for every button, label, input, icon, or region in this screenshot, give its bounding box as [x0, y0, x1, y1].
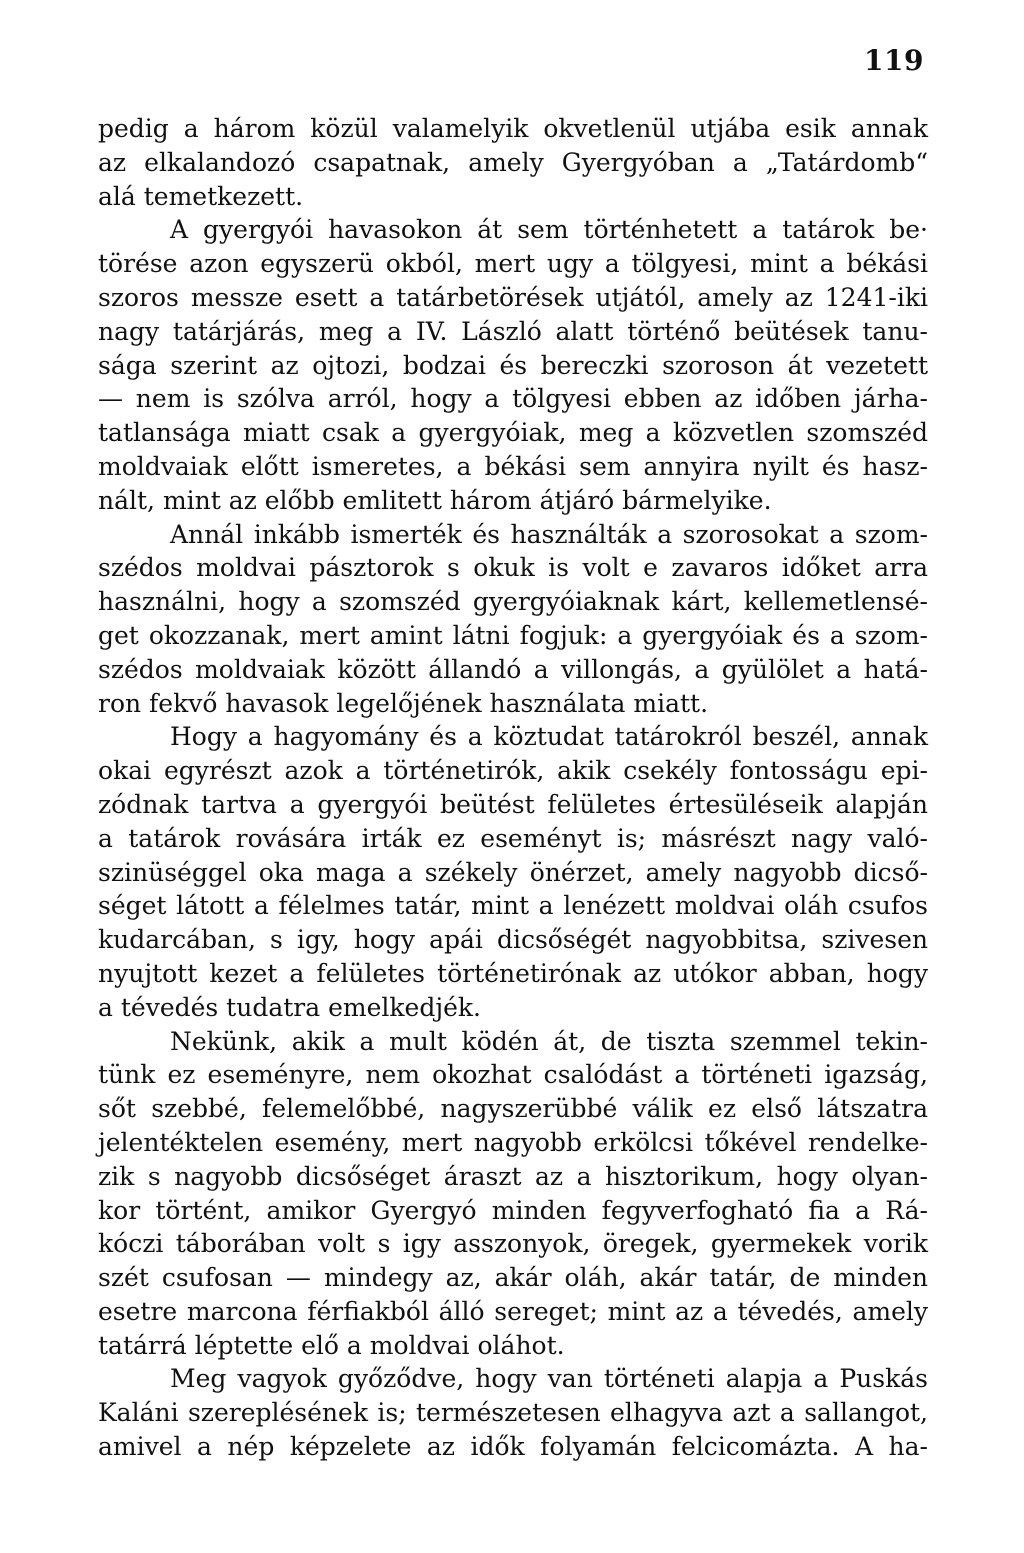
text-line: nált, mint az előbb emlitett három átjáró bármelyike. — [98, 485, 772, 515]
text-line: alá temetkezett. — [98, 181, 304, 211]
text-line: tatlansága miatt csak a gyergyóiak, meg a közvetlen szomszéd — [98, 418, 928, 448]
text-line: jelentéktelen esemény, mert nagyobb erkölcsi tőkével rendelke- — [98, 1127, 928, 1157]
text-line: tatárrá léptette elő a moldvai oláhot. — [98, 1330, 565, 1360]
body-text — [98, 112, 928, 1464]
text-line: szédos moldvai pásztorok s okuk is volt e zavaros időket arra — [98, 553, 928, 583]
page-number: 119 — [864, 44, 924, 77]
text-line: séget látott a félelmes tatár, mint a lenézett moldvai oláh csufos — [98, 891, 928, 921]
text-line: az elkalandozó csapatnak, amely Gyergyóban a „Tatárdomb“ — [98, 147, 928, 177]
text-line: okai egyrészt azok a történetirók, akik csekély fontosságu epi- — [98, 756, 928, 786]
text-line: — nem is szólva arról, hogy a tölgyesi ebben az időben járha- — [98, 384, 928, 414]
text-line: a tévedés tudatra emelkedjék. — [98, 992, 481, 1022]
text-line: get okozzanak, mert amint látni fogjuk: a gyergyóiak és a szom- — [98, 620, 928, 650]
text-line: szinüséggel oka maga a székely önérzet, amely nagyobb dicső- — [98, 857, 928, 887]
text-line: szét csufosan — mindegy az, akár oláh, akár tatár, de minden — [98, 1263, 928, 1293]
text-line: Meg vagyok győződve, hogy van történeti alapja a Puskás — [170, 1364, 928, 1394]
text-line: moldvaiak előtt ismeretes, a békási sem annyira nyilt és hasz- — [98, 451, 928, 481]
text-line: zódnak tartva a gyergyói beütést felületes értesüléseik alapján — [98, 789, 928, 819]
text-line: tünk ez eseményre, nem okozhat csalódást a történeti igazság, — [98, 1060, 928, 1090]
text-line: nagy tatárjárás, meg a IV. László alatt történő beütések tanu- — [98, 316, 928, 346]
text-line: pedig a három közül valamelyik okvetlenül utjába esik annak — [98, 114, 928, 143]
text-line: Hogy a hagyomány és a köztudat tatárokról beszél, annak — [170, 722, 928, 752]
text-line: a tatárok rovására irták ez eseményt is; másrészt nagy való- — [98, 823, 928, 853]
text-line: szédos moldvaiak között állandó a villongás, a gyülölet a hatá- — [98, 654, 928, 684]
text-line: kudarcában, s igy, hogy apái dicsőségét nagyobbitsa, szivesen — [98, 925, 928, 955]
text-line: Kaláni szereplésének is; természetesen elhagyva azt a sallangot, — [98, 1398, 928, 1428]
text-line: A gyergyói havasokon át sem történhetett a tatárok be· — [170, 215, 928, 245]
text-line: ron fekvő havasok legelőjének használata miatt. — [98, 688, 709, 718]
text-line: zik s nagyobb dicsőséget áraszt az a hisztorikum, hogy olyan- — [98, 1161, 928, 1191]
text-line: nyujtott kezet a felületes történetirónak az utókor abban, hogy — [98, 958, 928, 988]
text-line: Nekünk, akik a mult ködén át, de tiszta szemmel tekin- — [170, 1026, 928, 1056]
text-line: esetre marcona férfiakból álló sereget; mint az a tévedés, amely — [98, 1296, 928, 1326]
text-line: amivel a nép képzelete az idők folyamán felcicomázta. A ha- — [98, 1432, 928, 1462]
text-line: törése azon egyszerü okból, mert ugy a tölgyesi, mint a békási — [98, 249, 928, 279]
text-line: szoros messze esett a tatárbetörések utjától, amely az 1241-iki — [98, 282, 928, 312]
text-line: Annál inkább ismerték és használták a szorosokat a szom- — [170, 519, 928, 549]
text-line: kor történt, amikor Gyergyó minden fegyverfogható fia a Rá- — [98, 1195, 928, 1225]
text-line: sága szerint az ojtozi, bodzai és bereczki szoroson át vezetett — [98, 350, 928, 380]
text-line: sőt szebbé, felemelőbbé, nagyszerübbé válik ez első látszatra — [98, 1094, 928, 1124]
text-line: kóczi táborában volt s igy asszonyok, öregek, gyermekek vorik — [98, 1229, 928, 1259]
text-line: használni, hogy a szomszéd gyergyóiaknak kárt, kellemetlensé- — [98, 587, 928, 617]
